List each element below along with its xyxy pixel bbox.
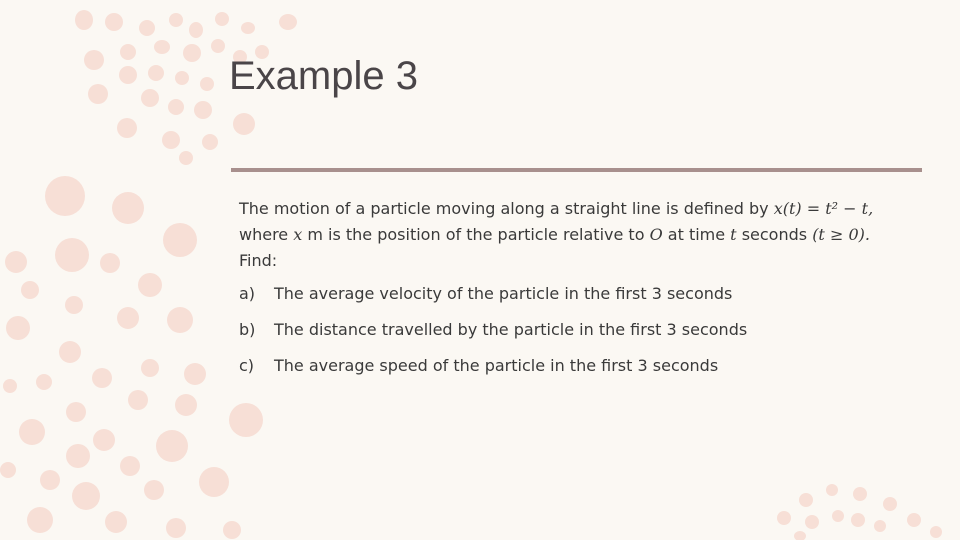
intro-text: seconds <box>736 225 813 244</box>
find-label: Find: <box>239 251 278 270</box>
question-part-c <box>239 356 919 376</box>
question-parts <box>239 284 919 376</box>
intro-text: where <box>239 225 294 244</box>
intro-text: at time <box>662 225 731 244</box>
part-letter: a) <box>239 284 256 303</box>
part-text: The average speed of the particle in the first 3 seconds <box>274 356 719 375</box>
slide-title: Example 3 <box>229 54 418 98</box>
time-constraint: (t ≥ 0). <box>812 225 870 244</box>
intro-text: The motion of a particle moving along a straight line is defined by <box>239 199 774 218</box>
intro-line-1 <box>239 196 919 222</box>
position-function: x(t) = t² − t, <box>773 199 874 218</box>
part-text: The distance travelled by the particle in the first 3 seconds <box>274 320 748 339</box>
part-letter: c) <box>239 356 255 375</box>
variable-t: t <box>730 225 737 244</box>
part-letter: b) <box>239 320 256 339</box>
intro-text: m is the position of the particle relative to <box>302 225 650 244</box>
variable-x: x <box>293 225 303 244</box>
title-divider <box>231 168 922 172</box>
problem-statement <box>239 196 919 392</box>
question-part-a <box>239 284 919 304</box>
question-part-b <box>239 320 919 340</box>
intro-line-2 <box>239 222 919 248</box>
part-text: The average velocity of the particle in the first 3 seconds <box>274 284 733 303</box>
variable-origin: O <box>649 225 663 244</box>
